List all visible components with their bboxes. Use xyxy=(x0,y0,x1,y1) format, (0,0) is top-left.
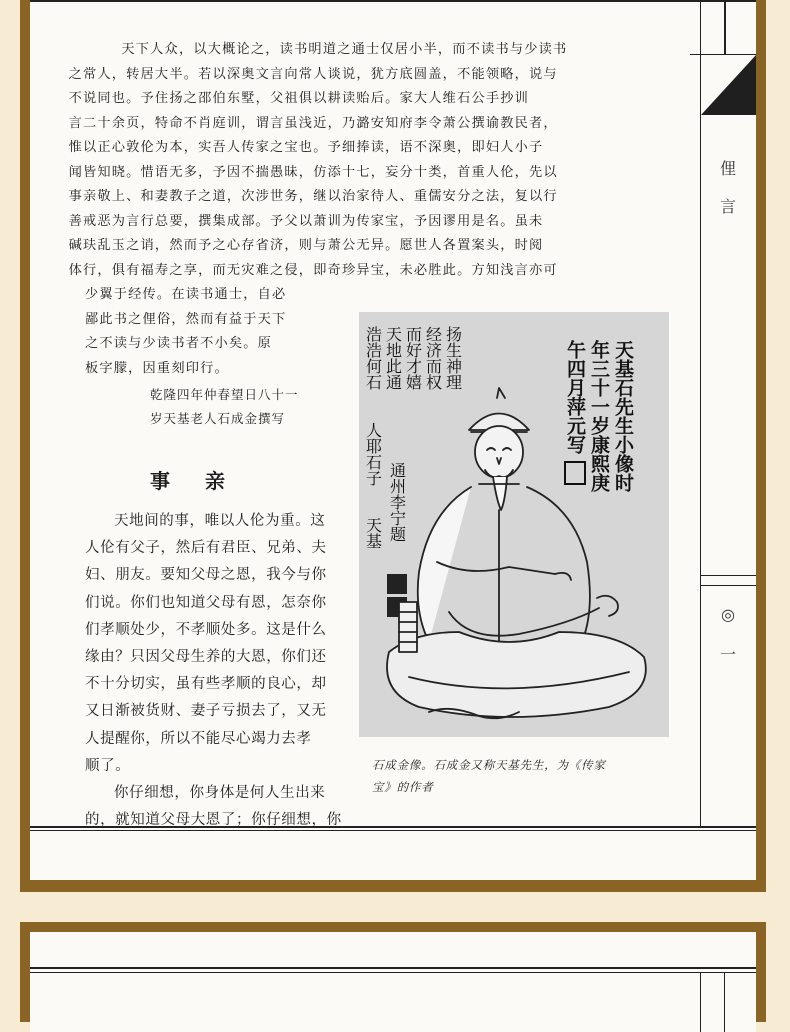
caption-line: 石成金像。石成金又称天基先生，为《传家 xyxy=(372,758,606,772)
preface-line: 体行，俱有福寿之享，而无灾难之侵，即奇珍异宝，未必胜此。方知浅言亦可 xyxy=(68,262,558,278)
preface-line: 碱玞乱玉之诮，然而予之心存省济，则与萧公无异。愿世人各置案头，时阅 xyxy=(68,238,544,253)
inscription-col: 人耶石子 xyxy=(363,422,383,486)
right-inscription xyxy=(564,339,634,493)
margin-rule-outer xyxy=(700,0,701,826)
seal-icon xyxy=(565,462,585,484)
section-body xyxy=(85,508,345,834)
inscription-col: 年三十一岁康熙庚 xyxy=(588,340,610,492)
next-page-rule xyxy=(30,967,756,969)
middle-inscription xyxy=(384,326,463,390)
seal-icon xyxy=(387,574,407,594)
body-line: 你仔细想，你身体是何人生出来 xyxy=(114,785,326,802)
preface-line: 之常人，转居大半。若以深奥文言向常人谈说，犹方底圆盖，不能领略，说与 xyxy=(68,66,558,82)
inscription-signature: 通州李宁题 xyxy=(387,462,407,542)
page-number-mark: ◎ xyxy=(721,605,735,624)
body-line: 们孝顺处少，不孝顺处多。这是什么 xyxy=(85,621,327,638)
portrait-drawing xyxy=(359,312,669,737)
inscription-col: 天基石先生小像时 xyxy=(612,340,634,492)
body-line: 人提醒你，所以不能尽心竭力去孝 xyxy=(85,730,312,747)
preface-line: 善戒恶为言行总要，撰集成部。予父以萧训为传家宝，予因谬用是名。虽未 xyxy=(68,213,544,229)
body-line: 的，就知道父母大恩了；你仔细想，你 xyxy=(85,812,342,829)
next-page-rule-vertical xyxy=(724,972,725,1032)
portrait-caption xyxy=(372,754,672,798)
preface-line: 言二十余页，特命不肖庭训，谓言虽浅近，乃潞安知府李令萧公撰谕教民者， xyxy=(68,115,558,131)
preface-line: 惟以正心敦伦为本，实吾人传家之宝也。予细捧读，语不深奥，即妇人小子 xyxy=(68,140,544,155)
inscription-col: 午四月萍元写 xyxy=(564,340,586,454)
running-head-char-2: 言 xyxy=(719,197,736,216)
caption-line: 宝》的作者 xyxy=(372,780,434,794)
margin-rule-mid xyxy=(700,575,756,576)
preface-tail xyxy=(85,283,337,381)
preface-tail-line: 之不读与少读书者不小矣。原 xyxy=(85,336,273,351)
inscription-col: 而好才嬉 xyxy=(403,326,423,390)
body-line: 缘由？只因父母生养的大恩，你们还 xyxy=(85,649,327,666)
section-title: 事 亲 xyxy=(150,469,239,493)
inscription-col: 经济而权 xyxy=(423,326,443,390)
body-line: 们说。你们也知道父母有恩，怎奈你 xyxy=(85,594,327,611)
body-line: 不十分切实，虽有些孝顺的良心，却 xyxy=(85,676,327,693)
body-line: 天地间的事，唯以人伦为重。这 xyxy=(114,513,326,529)
preface-tail-line: 鄙此书之俚俗，然而有益于天下 xyxy=(85,311,287,327)
running-head xyxy=(716,150,740,226)
page-number xyxy=(716,595,740,675)
inscription-col: 扬生神理 xyxy=(443,326,463,390)
top-rule xyxy=(30,0,756,2)
preface-line: 不说同也。予住扬之邵伯东墅，父祖俱以耕读贻后。家大人维石公手抄训 xyxy=(68,91,530,106)
signature-line: 乾隆四年仲春望日八十一 xyxy=(150,387,299,402)
inscription-col: 浩浩何石 xyxy=(363,326,383,390)
corner-wedge-decoration xyxy=(701,55,756,115)
preface-line: 闻皆知晓。惜语无多，予因不揣愚昧，仿添十七，妄分十类，首重人伦，先以 xyxy=(68,164,558,180)
body-line: 人伦有父子，然后有君臣、兄弟、夫 xyxy=(85,540,327,557)
preface-line: 天下人众，以大概论之，读书明道之通士仅居小半，而不读书与少读书 xyxy=(121,42,568,57)
next-page-rule-vertical xyxy=(700,972,701,1032)
preface-paragraph xyxy=(68,38,643,283)
next-page-sheet xyxy=(30,932,756,1032)
next-page-rule xyxy=(30,972,756,973)
portrait-image xyxy=(359,312,669,737)
body-line: 顺了。 xyxy=(85,757,131,774)
next-page-frame xyxy=(20,922,766,1022)
body-line: 妇、朋友。要知父母之恩，我今与你 xyxy=(85,567,327,584)
margin-rule-inner xyxy=(724,0,726,54)
preface-signature xyxy=(150,383,299,431)
body-line: 又日渐被货财、妻子亏损去了，又无 xyxy=(85,703,327,720)
margin-rule-mid2 xyxy=(700,585,756,586)
inscription-col: 天地此通 xyxy=(383,326,403,390)
signature-line: 岁天基老人石成金撰写 xyxy=(150,411,286,426)
page-number-value: 一 xyxy=(719,645,736,664)
preface-tail-line: 板字朦，因重刻印行。 xyxy=(85,360,229,376)
inscription-col: 天基 xyxy=(363,517,383,549)
running-head-char-1: 俚 xyxy=(719,159,736,178)
preface-line: 事亲敬上、和妻教子之道，次涉世务，继以治家待人、重儒安分之法，复以行 xyxy=(68,189,558,204)
preface-tail-line: 少翼于经传。在读书通士，自必 xyxy=(85,287,287,302)
